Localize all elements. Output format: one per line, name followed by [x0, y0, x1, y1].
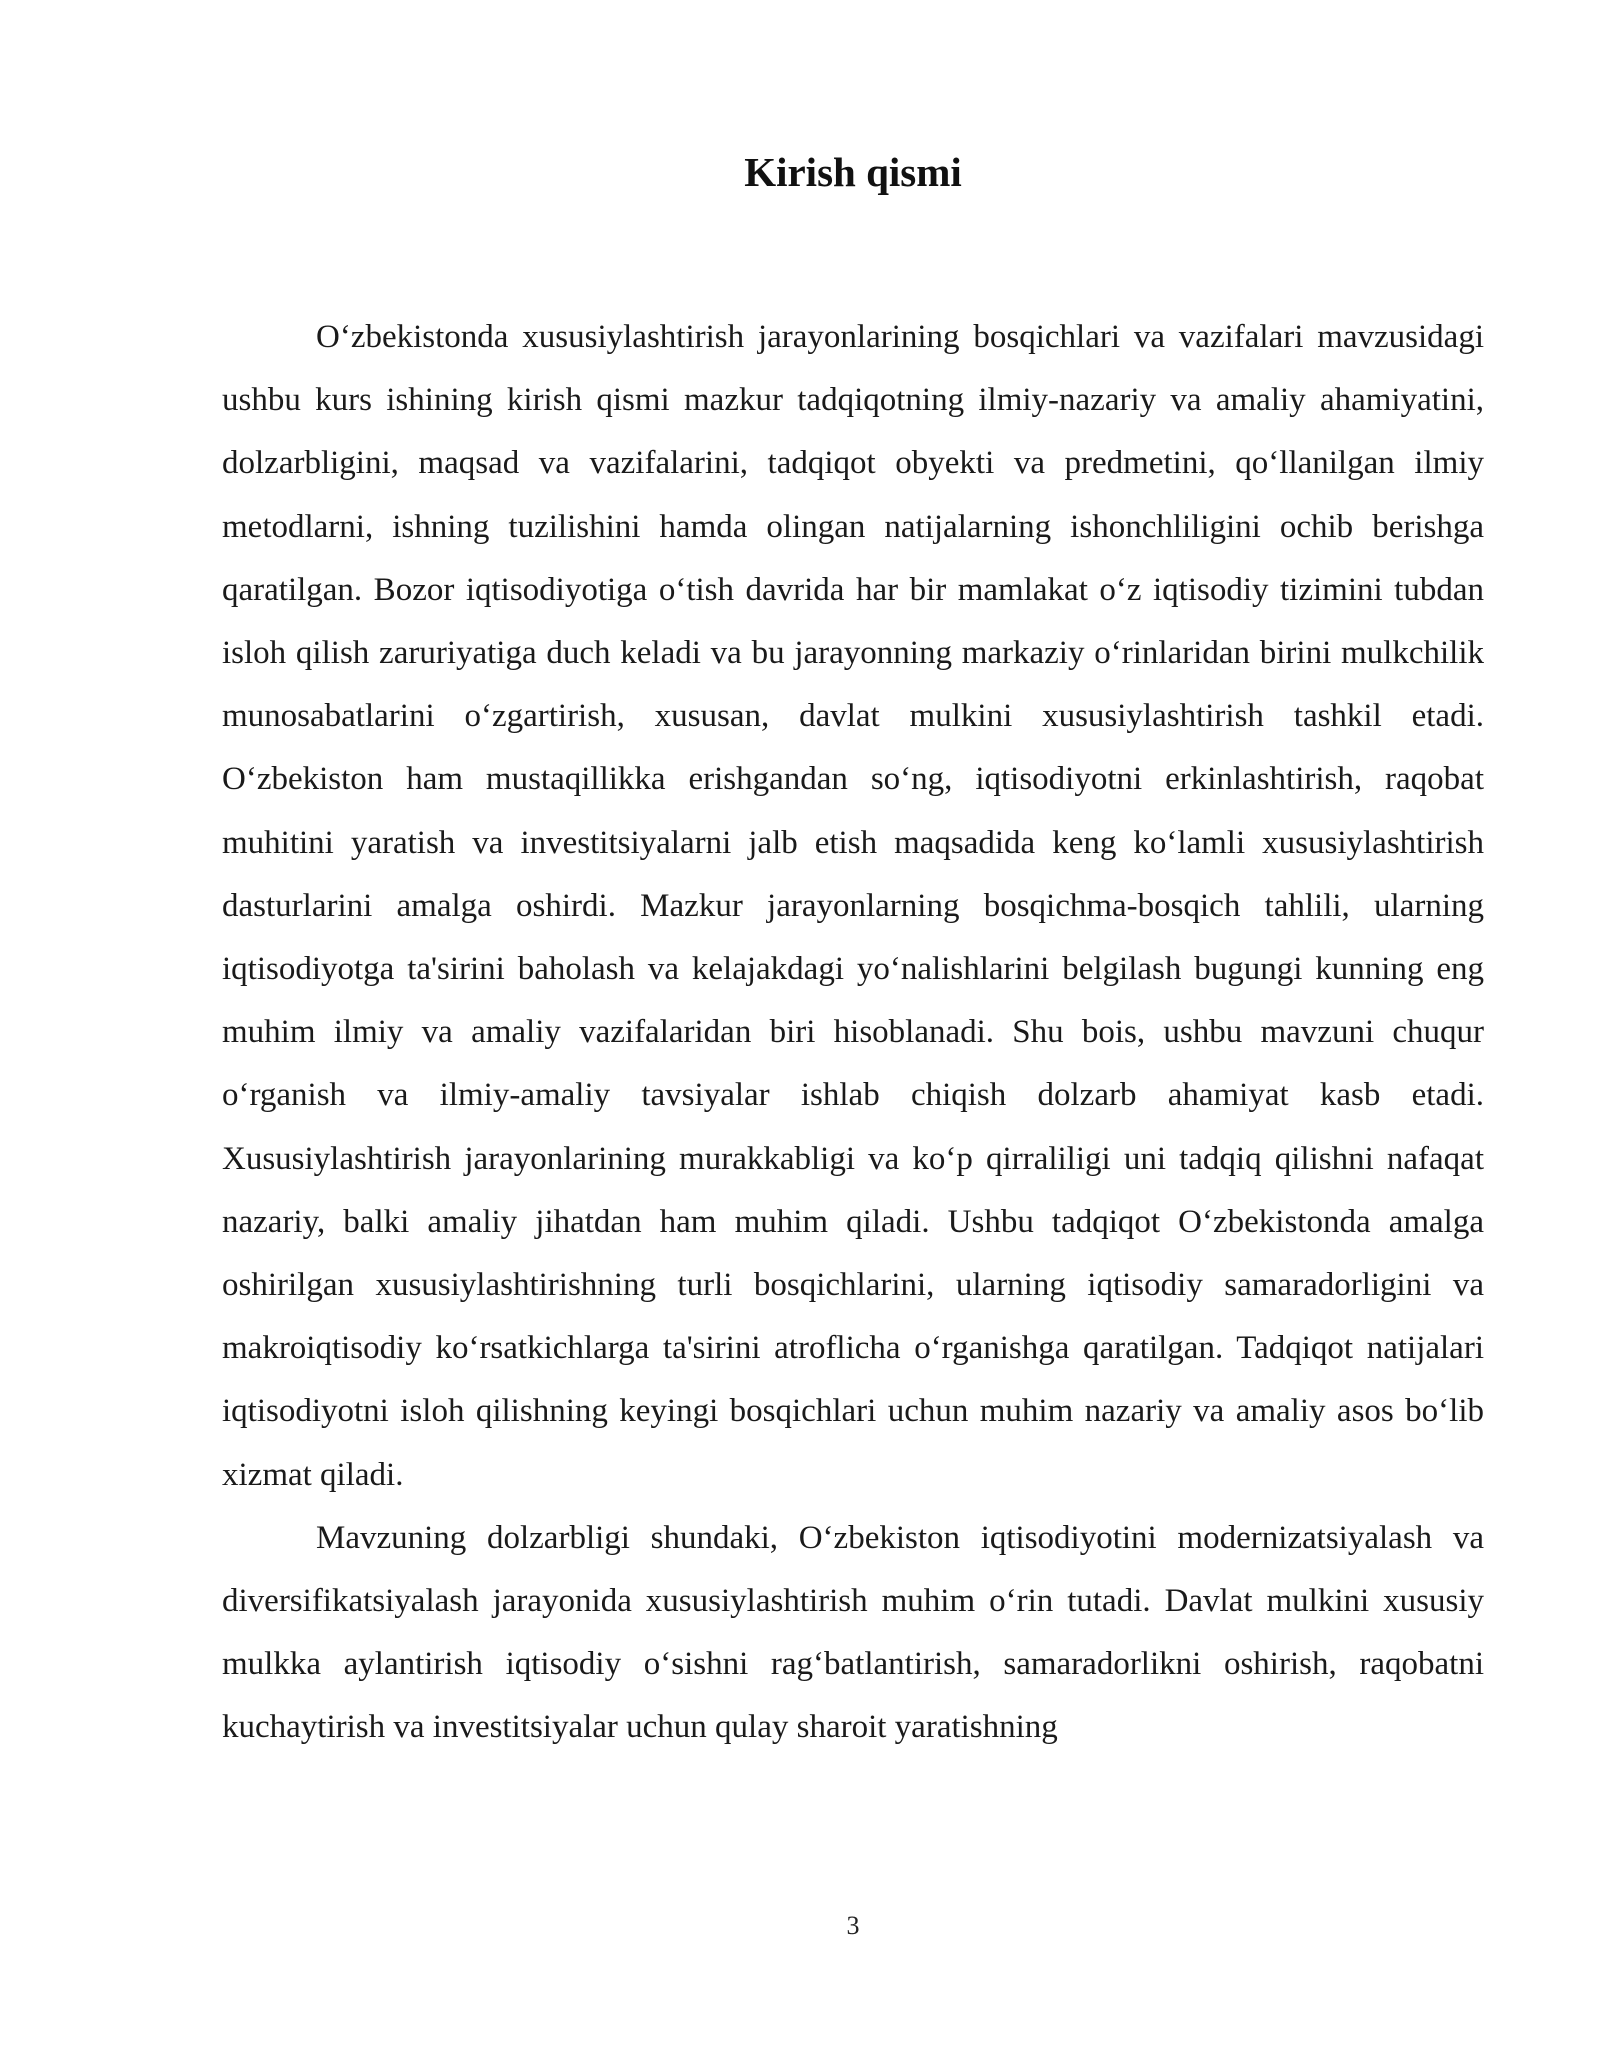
page-number: 3 [846, 1911, 860, 1940]
body-text [222, 306, 1484, 1760]
paragraph-relevance: Mavzuning dolzarbligi shundaki, O‘zbekiston iqtisodiyotini modernizatsiyalash va diversifikatsiyalash jarayonida xususiylashtirish muhim o‘rin tutadi. Davlat mulkini xususiy mulkka aylantirish iqtisodiy o‘sishni rag‘batlantirish, samaradorlikni oshirish, raqobatni kuchaytirish va investitsiyalar uchun qulay sharoit yaratishning [222, 1519, 1484, 1746]
paragraph-introduction: O‘zbekistonda xususiylashtirish jarayonlarining bosqichlari va vazifalari mavzusidagi ushbu kurs ishining kirish qismi mazkur tadqiqotning ilmiy-nazariy va amaliy ahamiyatini, dolzarbligini, maqsad va vazifalarini, tadqiqot obyekti va predmetini, qo‘llanilgan ilmiy metodlarni, ishning tuzilishini hamda olingan natijalarning ishonchliligini ochib berishga qaratilgan. Bozor iqtisodiyotiga o‘tish davrida har bir mamlakat o‘z iqtisodiy tizimini tubdan isloh qilish zaruriyatiga duch keladi va bu jarayonning markaziy o‘rinlaridan birini mulkchilik munosabatlarini o‘zgartirish, xususan, davlat mulkini xususiylashtirish tashkil etadi. O‘zbekiston ham mustaqillikka erishgandan so‘ng, iqtisodiyotni erkinlashtirish, raqobat muhitini yaratish va investitsiyalarni jalb etish maqsadida keng ko‘lamli xususiylashtirish dasturlarini amalga oshirdi. Mazkur jarayonlarning bosqichma-bosqich tahlili, ularning iqtisodiyotga ta'sirini baholash va kelajakdagi yo‘nalishlarini belgilash bugungi kunning eng muhim ilmiy va amaliy vazifalaridan biri hisoblanadi. Shu bois, ushbu mavzuni chuqur o‘rganish va ilmiy-amaliy tavsiyalar ishlab chiqish dolzarb ahamiyat kasb etadi. Xususiylashtirish jarayonlarining murakkabligi va ko‘p qirraliligi uni tadqiq qilishni nafaqat nazariy, balki amaliy jihatdan ham muhim qiladi. Ushbu tadqiqot O‘zbekistonda amalga oshirilgan xususiylashtirishning turli bosqichlarini, ularning iqtisodiy samaradorligini va makroiqtisodiy ko‘rsatkichlarga ta'sirini atroflicha o‘rganishga qaratilgan. Tadqiqot natijalari iqtisodiyotni isloh qilishning keyingi bosqichlari uchun muhim nazariy va amaliy asos bo‘lib xizmat qiladi. [222, 319, 1484, 1493]
page-title: Kirish qismi [744, 149, 962, 195]
